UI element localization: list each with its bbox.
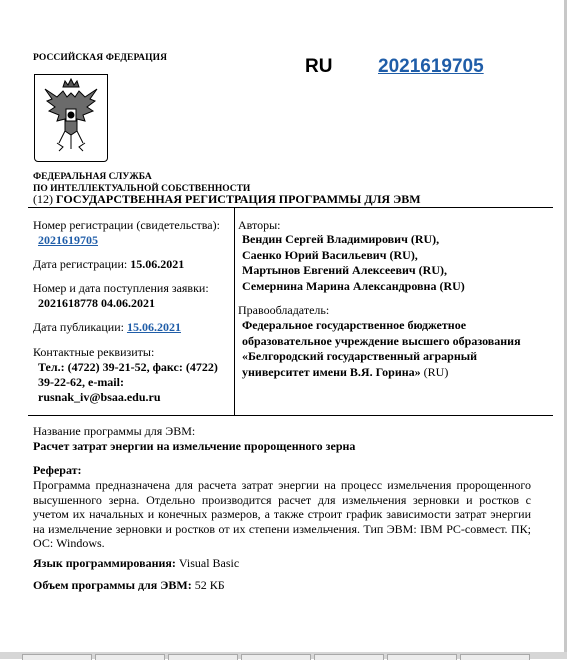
language-label: Язык программирования: [33,556,176,570]
country-code: RU [305,56,333,77]
table-column-divider [234,207,235,415]
author-item: Семернина Марина Александровна (RU) [242,278,465,293]
contacts-line-1: Тел.: (4722) 39-21-52, факс: (4722) [38,360,218,374]
taskbar-button[interactable] [387,654,457,660]
taskbar-button[interactable] [95,654,165,660]
publication-date-link[interactable]: 15.06.2021 [126,320,181,334]
author-item: Вендин Сергей Владимирович (RU), [242,232,440,246]
publication-date-label: Дата публикации: [33,320,124,334]
reg-date-label: Дата регистрации: [33,257,128,271]
taskbar-button[interactable] [168,654,238,660]
agency-line-1: ФЕДЕРАЛЬНАЯ СЛУЖБА [33,172,152,182]
publication-date [33,320,181,335]
holder-line: Федеральное государственное бюджетное [242,318,467,332]
authors-label: Авторы: [238,218,281,232]
taskbar-button[interactable] [314,654,384,660]
holder-line: образовательное учреждение высшего образования [242,333,521,348]
abstract-text: Программа предназначена для расчета затрат энергии на процесс измельчения пророщенного высушенного зерна. Отдельно производится расчет для измельчения зерновки и ростков с учетом их начальных и конечных размеров, а также строит график зависимости затрат энергии на измельчение зерновки и ростков от их степени измельчения. Тип ЭВМ: IBM PC-совмест. ПК; ОС: Windows. [33,478,531,550]
header-reg-number-link[interactable]: 2021619705 [378,56,484,77]
reg-number-label: Номер регистрации (свидетельства): [33,218,220,232]
authors-list [242,232,465,294]
program-name-label: Название программы для ЭВМ: [33,424,196,438]
contacts-line-2: 39-22-62, e-mail: [38,375,124,389]
document-title [33,193,421,206]
application-label: Номер и дата поступления заявки: [33,281,209,295]
holder-line [242,365,542,381]
table-bottom-border [28,415,553,416]
taskbar-button[interactable] [241,654,311,660]
taskbar-button[interactable] [460,654,530,660]
application-value: 2021618778 04.06.2021 [38,296,155,310]
programming-language [33,556,239,571]
program-name-value: Расчет затрат энергии на измельчение пророщенного зерна [33,439,356,453]
country-name: РОССИЙСКАЯ ФЕДЕРАЦИЯ [33,53,168,63]
reg-date-value: 15.06.2021 [130,257,185,271]
contacts-email: rusnak_iv@bsaa.edu.ru [38,390,161,404]
author-item: Мартынов Евгений Алексеевич (RU), [242,263,447,277]
abstract-label: Реферат: [33,463,82,477]
table-top-border [28,207,553,208]
program-size [33,578,225,593]
agency-line-2: ПО ИНТЕЛЛЕКТУАЛЬНОЙ СОБСТВЕННОСТИ [33,184,251,194]
copyright-holder [242,318,542,380]
size-label: Объем программы для ЭВМ: [33,578,192,592]
coat-of-arms-icon [34,74,108,162]
doc-title-text: ГОСУДАРСТВЕННАЯ РЕГИСТРАЦИЯ ПРОГРАММЫ ДЛЯ ЭВМ [56,192,421,206]
doc-code: (12) [33,192,53,206]
size-value: 52 КБ [191,578,225,592]
holder-country: (RU) [420,364,449,379]
holder-label: Правообладатель: [238,303,330,317]
author-item: Саенко Юрий Васильевич (RU), [242,247,418,262]
holder-line: «Белгородский государственный аграрный [242,349,478,363]
holder-line-text: университет имени В.Я. Горина» [242,364,421,379]
reg-date [33,257,184,272]
contacts-label: Контактные реквизиты: [33,345,155,359]
taskbar-button[interactable] [22,654,92,660]
language-value: Visual Basic [175,556,240,570]
reg-number-link[interactable]: 2021619705 [38,233,98,247]
